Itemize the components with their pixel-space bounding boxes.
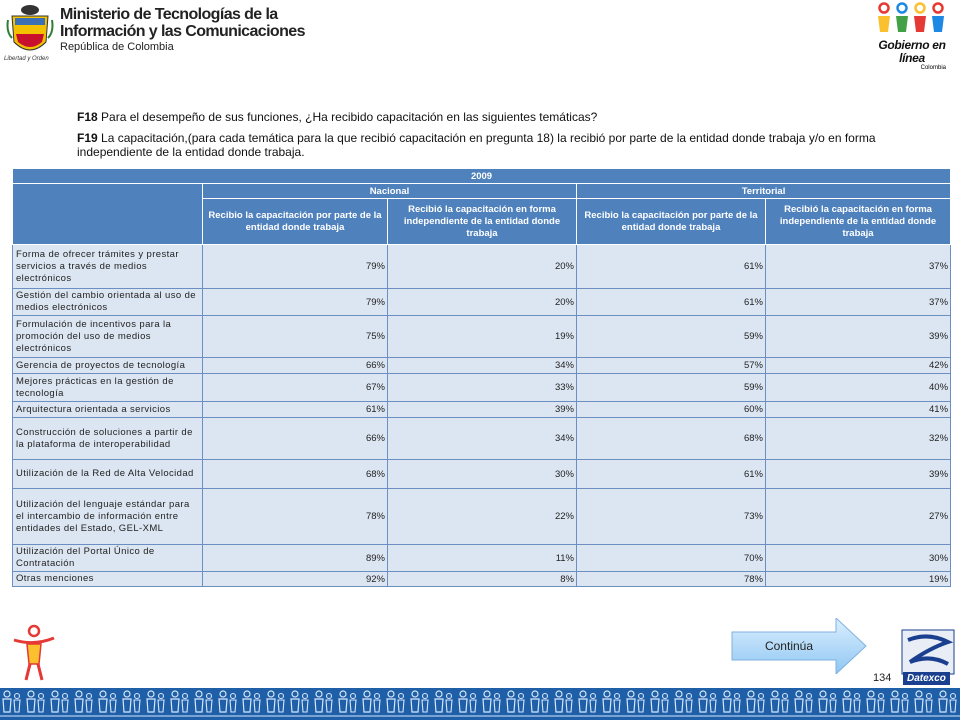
- row-value: 89%: [203, 545, 388, 572]
- row-value: 57%: [577, 358, 766, 374]
- gel-subtitle: Colombia: [920, 65, 946, 71]
- table-row: [13, 289, 951, 316]
- table-row: [13, 374, 951, 402]
- row-value: 92%: [203, 572, 388, 587]
- row-value: 61%: [203, 402, 388, 418]
- row-value: 66%: [203, 418, 388, 460]
- row-label: Otras menciones: [13, 572, 203, 587]
- row-value: 30%: [766, 545, 951, 572]
- row-label: Utilización del lenguaje estándar para el intercambio de información entre entidades del Estado, GEL-XML: [13, 489, 203, 545]
- ministry-line1: Ministerio de Tecnologías de la: [60, 6, 278, 23]
- row-label-header: [13, 184, 203, 245]
- row-value: 68%: [203, 460, 388, 489]
- page-number: 134: [873, 672, 892, 684]
- table-row: [13, 402, 951, 418]
- ministry-line2: Información y las Comunicaciones: [60, 23, 305, 40]
- row-label: Arquitectura orientada a servicios: [13, 402, 203, 418]
- training-results-table: [12, 168, 951, 587]
- row-value: 42%: [766, 358, 951, 374]
- row-value: 79%: [203, 289, 388, 316]
- group-header-nacional: Nacional: [203, 184, 577, 199]
- row-label: Construcción de soluciones a partir de la plataforma de interoperabilidad: [13, 418, 203, 460]
- row-value: 40%: [766, 374, 951, 402]
- row-value: 20%: [388, 245, 577, 289]
- row-value: 39%: [766, 316, 951, 358]
- question-f18-code: F18: [77, 110, 98, 124]
- row-value: 41%: [766, 402, 951, 418]
- row-value: 8%: [388, 572, 577, 587]
- column-header: Recibió la capacitación en forma independiente de la entidad donde trabaja: [766, 199, 951, 245]
- row-value: 59%: [577, 316, 766, 358]
- datexco-label: Datexco: [903, 672, 950, 685]
- question-f18-text: Para el desempeño de sus funciones, ¿Ha recibido capacitación en las siguientes temáticas?: [97, 110, 598, 124]
- person-figure-icon: [10, 624, 58, 682]
- row-value: 61%: [577, 245, 766, 289]
- row-value: 34%: [388, 358, 577, 374]
- ministry-name: [60, 6, 305, 53]
- row-label: Gerencia de proyectos de tecnología: [13, 358, 203, 374]
- table-row: [13, 489, 951, 545]
- table-row: [13, 545, 951, 572]
- row-value: 78%: [203, 489, 388, 545]
- row-value: 19%: [388, 316, 577, 358]
- row-value: 73%: [577, 489, 766, 545]
- row-value: 66%: [203, 358, 388, 374]
- table-row: [13, 358, 951, 374]
- column-header: Recibio la capacitación por parte de la entidad donde trabaja: [203, 199, 388, 245]
- gobierno-en-linea-logo: [870, 2, 954, 71]
- row-value: 32%: [766, 418, 951, 460]
- table-row: [13, 460, 951, 489]
- table-row: [13, 316, 951, 358]
- row-value: 39%: [388, 402, 577, 418]
- continue-label[interactable]: Continúa: [764, 639, 814, 653]
- row-value: 11%: [388, 545, 577, 572]
- table-row: [13, 245, 951, 289]
- row-value: 79%: [203, 245, 388, 289]
- row-value: 37%: [766, 245, 951, 289]
- row-value: 39%: [766, 460, 951, 489]
- row-value: 27%: [766, 489, 951, 545]
- coat-of-arms-icon: [6, 2, 54, 64]
- column-header: Recibió la capacitación en forma independiente de la entidad donde trabaja: [388, 199, 577, 245]
- table-row: [13, 418, 951, 460]
- row-value: 70%: [577, 545, 766, 572]
- row-value: 75%: [203, 316, 388, 358]
- group-header-territorial: Territorial: [577, 184, 951, 199]
- question-f19: [77, 131, 917, 159]
- question-f18: [77, 110, 917, 124]
- row-value: 22%: [388, 489, 577, 545]
- row-label: Utilización del Portal Único de Contratación: [13, 545, 203, 572]
- row-value: 61%: [577, 460, 766, 489]
- row-value: 78%: [577, 572, 766, 587]
- column-header: Recibio la capacitación por parte de la entidad donde trabaja: [577, 199, 766, 245]
- year-header: 2009: [13, 169, 951, 184]
- gel-title: Gobierno en línea: [878, 38, 946, 65]
- row-value: 67%: [203, 374, 388, 402]
- row-label: Utilización de la Red de Alta Velocidad: [13, 460, 203, 489]
- people-figures-icon: [872, 2, 952, 34]
- row-value: 33%: [388, 374, 577, 402]
- row-value: 37%: [766, 289, 951, 316]
- question-f19-text: La capacitación,(para cada temática para la que recibió capacitación en pregunta 18) la recibió por parte de la entidad donde trabaja y/o en forma independiente de la entidad donde trabaja.: [77, 131, 876, 159]
- footer-pattern-band: [0, 688, 960, 720]
- question-f19-code: F19: [77, 131, 98, 145]
- row-value: 60%: [577, 402, 766, 418]
- table-row: [13, 572, 951, 587]
- row-value: 30%: [388, 460, 577, 489]
- motto-text: Libertad y Orden: [4, 56, 49, 62]
- row-label: Forma de ofrecer trámites y prestar servicios a través de medios electrónicos: [13, 245, 203, 289]
- page-header: [0, 0, 960, 72]
- people-pattern-icon: [0, 688, 960, 720]
- row-value: 34%: [388, 418, 577, 460]
- row-value: 20%: [388, 289, 577, 316]
- row-label: Mejores prácticas en la gestión de tecnología: [13, 374, 203, 402]
- row-label: Gestión del cambio orientada al uso de medios electrónicos: [13, 289, 203, 316]
- ministry-line3: República de Colombia: [60, 41, 174, 53]
- row-value: 61%: [577, 289, 766, 316]
- row-value: 59%: [577, 374, 766, 402]
- row-value: 19%: [766, 572, 951, 587]
- row-label: Formulación de incentivos para la promoción del uso de medios electrónicos: [13, 316, 203, 358]
- row-value: 68%: [577, 418, 766, 460]
